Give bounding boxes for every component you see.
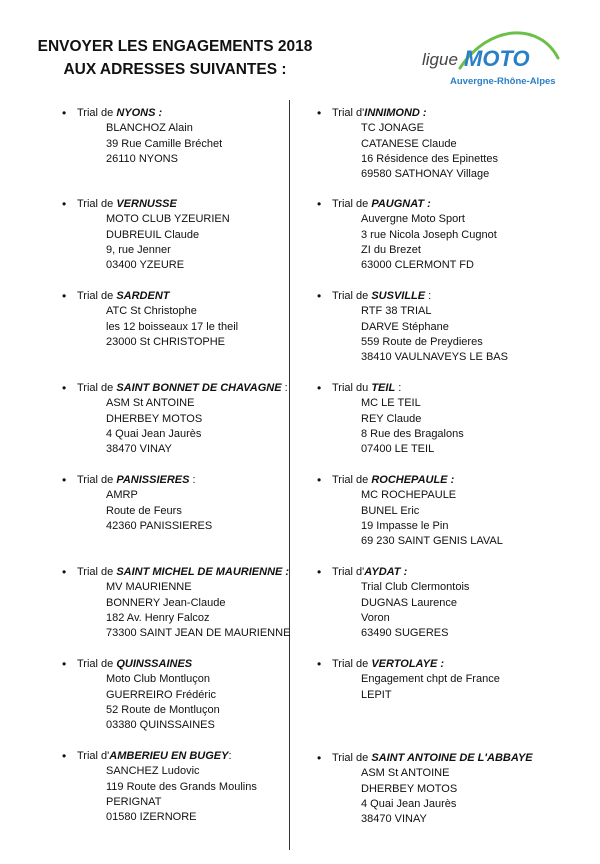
entry-heading xyxy=(317,565,469,580)
address-line: BONNERY Jean-Claude xyxy=(106,596,226,609)
address-line: ASM St ANTOINE xyxy=(106,397,195,410)
entry-place: VERTOLAYE : xyxy=(371,658,445,670)
entry-heading xyxy=(62,473,212,488)
entry-prefix: Trial d' xyxy=(77,750,110,762)
address-entry xyxy=(62,749,257,825)
address-line: 19 Impasse le Pin xyxy=(361,519,449,532)
logo-moto-text: MOTO xyxy=(464,46,530,71)
entry-suffix: : xyxy=(395,382,402,394)
address-line: 03380 QUINSSAINES xyxy=(106,719,215,732)
entry-place: VERNUSSE xyxy=(116,198,177,210)
entry-prefix: Trial de xyxy=(77,198,117,210)
entry-heading xyxy=(317,197,497,212)
address-line: DHERBEY MOTOS xyxy=(361,782,458,795)
entry-address xyxy=(62,212,230,273)
address-entry xyxy=(317,289,508,365)
address-line: ASM St ANTOINE xyxy=(361,767,450,780)
address-line: 63000 CLERMONT FD xyxy=(361,259,474,272)
address-line: 9, rue Jenner xyxy=(106,243,171,256)
entry-place: ROCHEPAULE : xyxy=(371,474,455,486)
address-line: CATANESE Claude xyxy=(361,137,457,150)
entry-heading xyxy=(317,657,500,672)
entry-address xyxy=(317,212,497,273)
address-line: 182 Av. Henry Falcoz xyxy=(106,611,210,624)
address-line: AMRP xyxy=(106,489,138,502)
entry-place: SUSVILLE xyxy=(371,290,426,302)
address-entry xyxy=(62,197,230,273)
address-line: 38470 VINAY xyxy=(361,813,427,826)
address-line: ATC St Christophe xyxy=(106,305,197,318)
entry-prefix: Trial de xyxy=(77,290,117,302)
address-line: Voron xyxy=(361,611,390,624)
entry-heading xyxy=(317,381,464,396)
entry-address xyxy=(317,121,498,182)
entry-heading xyxy=(62,657,220,672)
address-line: 38470 VINAY xyxy=(106,443,172,456)
address-line: ZI du Brezet xyxy=(361,243,421,256)
address-line: DUGNAS Laurence xyxy=(361,596,457,609)
address-line: SANCHEZ Ludovic xyxy=(106,765,200,778)
entry-prefix: Trial de xyxy=(77,107,117,119)
address-line: 42360 PANISSIERES xyxy=(106,519,213,532)
entry-address xyxy=(317,672,500,703)
address-line: Engagement chpt de France xyxy=(361,673,500,686)
address-entry xyxy=(317,751,533,827)
entry-prefix: Trial de xyxy=(332,290,372,302)
entry-address xyxy=(62,304,238,350)
address-line: PERIGNAT xyxy=(106,795,162,808)
entry-prefix: Trial de xyxy=(332,658,372,670)
entry-prefix: Trial du xyxy=(332,382,372,394)
address-entry xyxy=(62,565,290,641)
page-title-line-2: AUX ADRESSES SUIVANTES : xyxy=(63,61,287,78)
address-line: 07400 LE TEIL xyxy=(361,443,435,456)
address-line: 23000 St CHRISTOPHE xyxy=(106,335,226,348)
address-line: 16 Résidence des Epinettes xyxy=(361,152,498,165)
entry-heading xyxy=(62,289,238,304)
logo-region-text: Auvergne-Rhône-Alpes xyxy=(450,76,556,87)
address-entry xyxy=(317,473,503,549)
address-line: 3 rue Nicola Joseph Cugnot xyxy=(361,228,497,241)
address-line: BUNEL Eric xyxy=(361,504,420,517)
entry-place: AYDAT : xyxy=(364,566,408,578)
entry-prefix: Trial de xyxy=(77,658,117,670)
address-line: LEPIT xyxy=(361,688,392,701)
entry-place: PANISSIERES xyxy=(116,474,190,486)
entry-place: QUINSSAINES xyxy=(116,658,193,670)
entry-address xyxy=(62,672,220,733)
address-line: 52 Route de Montluçon xyxy=(106,703,220,716)
address-entry xyxy=(317,381,464,457)
address-line: 38410 VAULNAVEYS LE BAS xyxy=(361,351,508,364)
entry-heading xyxy=(62,106,222,121)
address-entry xyxy=(317,657,500,703)
entry-address xyxy=(317,580,469,641)
address-line: 8 Rue des Bragalons xyxy=(361,427,464,440)
entry-address xyxy=(62,580,290,641)
entry-address xyxy=(62,764,257,825)
address-entry xyxy=(62,289,238,350)
address-line: DUBREUIL Claude xyxy=(106,228,200,241)
entry-suffix: : xyxy=(228,750,232,762)
entry-place: AMBERIEU EN BUGEY xyxy=(109,750,229,762)
entry-prefix: Trial d' xyxy=(332,566,365,578)
address-line: 03400 YZEURE xyxy=(106,259,185,272)
entry-prefix: Trial de xyxy=(77,382,117,394)
address-line: 01580 IZERNORE xyxy=(106,811,197,824)
entry-suffix: : xyxy=(425,290,432,302)
address-line: MC ROCHEPAULE xyxy=(361,489,457,502)
column-divider xyxy=(289,100,290,850)
address-line: 39 Rue Camille Bréchet xyxy=(106,137,223,150)
address-line: REY Claude xyxy=(361,412,422,425)
entry-heading xyxy=(62,749,257,764)
address-entry xyxy=(62,473,212,534)
address-line: 4 Quai Jean Jaurès xyxy=(106,427,202,440)
entry-heading xyxy=(62,565,290,580)
entry-prefix: Trial de xyxy=(77,566,117,578)
address-line: BLANCHOZ Alain xyxy=(106,122,193,135)
logo-ligue-text: ligue xyxy=(422,50,458,69)
entry-address xyxy=(62,121,222,167)
entry-place: PAUGNAT : xyxy=(371,198,431,210)
entry-address xyxy=(317,766,533,827)
entry-prefix: Trial d' xyxy=(332,107,365,119)
entry-heading xyxy=(317,473,503,488)
address-line: 4 Quai Jean Jaurès xyxy=(361,797,457,810)
entry-suffix: : xyxy=(189,474,196,486)
address-line: Trial Club Clermontois xyxy=(361,581,470,594)
entry-address xyxy=(62,396,288,457)
address-line: 69 230 SAINT GENIS LAVAL xyxy=(361,535,503,548)
address-line: Auvergne Moto Sport xyxy=(361,213,465,226)
entry-suffix: : xyxy=(281,382,288,394)
ligue-moto-logo xyxy=(420,28,570,90)
entry-prefix: Trial de xyxy=(332,474,372,486)
address-line: DARVE Stéphane xyxy=(361,320,449,333)
entry-heading xyxy=(62,381,288,396)
address-line: DHERBEY MOTOS xyxy=(106,412,203,425)
entry-prefix: Trial de xyxy=(77,474,117,486)
address-entry xyxy=(317,565,469,641)
address-line: 63490 SUGERES xyxy=(361,627,449,640)
address-entry xyxy=(317,106,498,182)
address-line: GUERREIRO Frédéric xyxy=(106,688,217,701)
address-line: 559 Route de Preydieres xyxy=(361,335,483,348)
entry-place: INNIMOND : xyxy=(364,107,427,119)
address-line: 26110 NYONS xyxy=(106,152,178,165)
address-line: 73300 SAINT JEAN DE MAURIENNE xyxy=(106,627,291,640)
address-line: 119 Route des Grands Moulins xyxy=(106,780,257,793)
entry-address xyxy=(317,304,508,365)
entry-prefix: Trial de xyxy=(332,198,372,210)
entry-place: SAINT MICHEL DE MAURIENNE : xyxy=(116,566,290,578)
entry-place: SAINT ANTOINE DE L'ABBAYE xyxy=(371,752,533,764)
address-entry xyxy=(62,657,220,733)
entry-heading xyxy=(317,289,508,304)
entry-place: SAINT BONNET DE CHAVAGNE xyxy=(116,382,282,394)
entry-heading xyxy=(317,751,533,766)
address-line: MV MAURIENNE xyxy=(106,581,192,594)
address-line: 69580 SATHONAY Village xyxy=(361,168,490,181)
address-line: MC LE TEIL xyxy=(361,397,421,410)
entry-heading xyxy=(62,197,230,212)
entry-place: SARDENT xyxy=(116,290,170,302)
address-line: Route de Feurs xyxy=(106,504,182,517)
address-line: Moto Club Montluçon xyxy=(106,673,210,686)
address-line: TC JONAGE xyxy=(361,122,424,135)
entry-address xyxy=(317,396,464,457)
address-line: les 12 boisseaux 17 le theil xyxy=(106,320,239,333)
entry-address xyxy=(62,488,212,534)
entry-heading xyxy=(317,106,498,121)
address-line: RTF 38 TRIAL xyxy=(361,305,432,318)
address-line: MOTO CLUB YZEURIEN xyxy=(106,213,230,226)
entry-place: NYONS : xyxy=(116,107,163,119)
address-entry xyxy=(62,381,288,457)
page-title-line-1: ENVOYER LES ENGAGEMENTS 2018 xyxy=(37,38,313,55)
entry-prefix: Trial de xyxy=(332,752,372,764)
entry-address xyxy=(317,488,503,549)
address-entry xyxy=(62,106,222,167)
entry-place: TEIL xyxy=(371,382,396,394)
address-entry xyxy=(317,197,497,273)
